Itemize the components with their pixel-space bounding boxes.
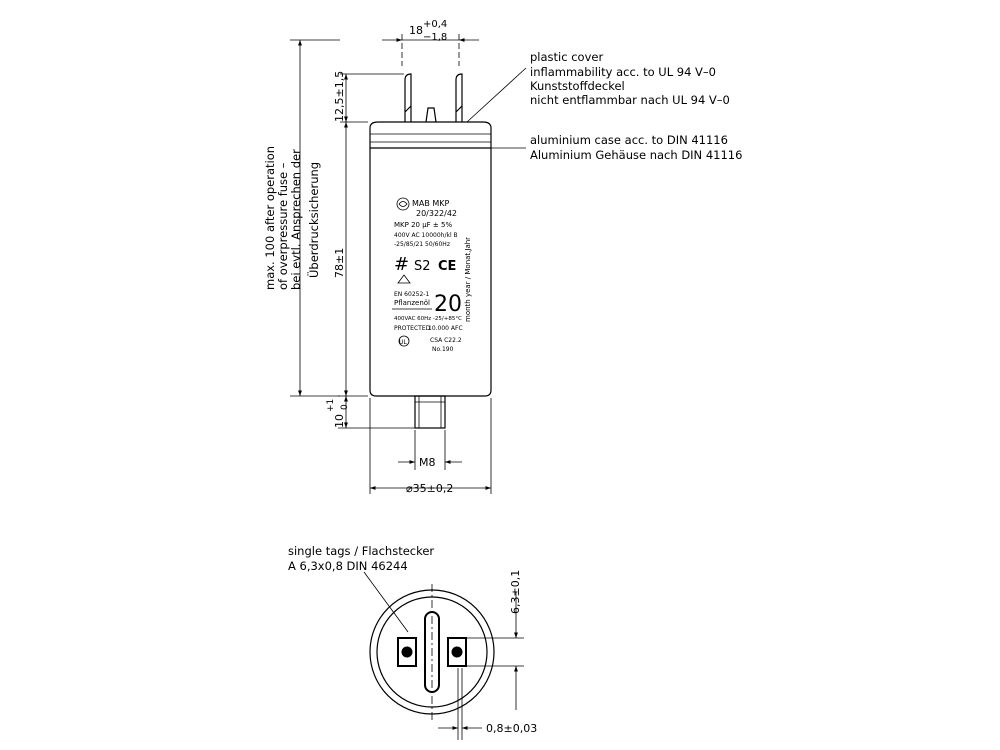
vde-mark-icon [398, 275, 410, 283]
callout-cover [467, 50, 730, 122]
top-view [288, 544, 537, 740]
body-height: 78±1 [333, 247, 346, 278]
side-view [263, 19, 742, 495]
label-norm: EN 60252-1 [394, 291, 430, 298]
dim-body-height [333, 122, 368, 396]
case-note-1: aluminium case acc. to DIN 41116 [530, 133, 728, 147]
plastic-cover [370, 122, 491, 148]
max-height-note: max. 100 after operation [263, 145, 277, 290]
label-ce: CE [438, 259, 457, 274]
tag-width: 6,3±0,1 [509, 569, 522, 614]
dim-stud-thread [398, 430, 462, 470]
stud-length-base: 10 [333, 414, 346, 428]
dim-stud-length [326, 396, 415, 428]
label-brand: MAB MKP [412, 199, 450, 208]
case-note-2: Aluminium Gehäuse nach DIN 41116 [530, 148, 743, 162]
max-height-note-de-2: Überdrucksicherung [307, 161, 321, 278]
callout-case [484, 133, 742, 162]
max-height-note-2: of overpressure fuse – [276, 162, 290, 290]
stud-length-minus: 0 [340, 404, 350, 410]
label-date-code: 20 [434, 292, 462, 317]
dim-diameter [370, 398, 491, 495]
label-oil: Pflanzenöl [394, 299, 431, 307]
label-climate: -25/85/21 50/60Hz [394, 241, 450, 248]
cover-note-1: plastic cover [530, 50, 604, 64]
cover-note-3: Kunststoffdeckel [530, 79, 625, 93]
mounting-stud [415, 396, 445, 428]
label-alt-rating: 400VAC 60Hz -25/+85°C [394, 316, 462, 322]
dim-tag-spacing [382, 19, 479, 66]
tag-thickness: 0,8±0,03 [486, 722, 538, 735]
label-class: S2 [414, 259, 431, 274]
tag-spacing-plus: +0,4 [423, 19, 448, 30]
cover-note-4: nicht entflammbar nach UL 94 V–0 [530, 93, 730, 107]
stud-length-plus: +1 [326, 398, 336, 412]
tags-note-2: A 6,3x0,8 DIN 46244 [288, 559, 408, 573]
case-label [392, 198, 472, 353]
tags-note-1: single tags / Flachstecker [288, 544, 435, 558]
tag-spacing-base: 18 [409, 24, 423, 37]
tag-spacing-minus: −1,8 [423, 32, 448, 43]
ul-mark-icon [399, 336, 409, 346]
label-part: 20/322/42 [416, 209, 458, 218]
svg-text:UL: UL [399, 339, 407, 346]
dim-max-height [263, 40, 340, 396]
cover-note-2: inflammability acc. to UL 94 V–0 [530, 65, 716, 79]
max-height-note-de: bei evtl. Ansprechen der [289, 149, 303, 290]
terminal-height: 12,5±1,5 [333, 70, 346, 122]
label-rating: MKP 20 µF ± 5% [394, 221, 453, 229]
stud-thread: M8 [419, 456, 436, 469]
label-protected: PROTECTED [394, 325, 431, 332]
terminal-tags [405, 74, 462, 122]
label-csa-no: No.190 [432, 346, 454, 353]
dim-terminal-height [333, 71, 404, 122]
label-afc: 10.000 AFC [428, 325, 463, 332]
label-csa: CSA C22.2 [430, 337, 462, 344]
label-date-note: month year / Monat,Jahr [464, 236, 472, 322]
dim-tag-width [466, 570, 524, 710]
label-voltage: 400V AC 10000h/kl B [394, 232, 458, 239]
class-hash-icon: # [394, 254, 410, 275]
diameter: ⌀35±0,2 [406, 482, 454, 495]
